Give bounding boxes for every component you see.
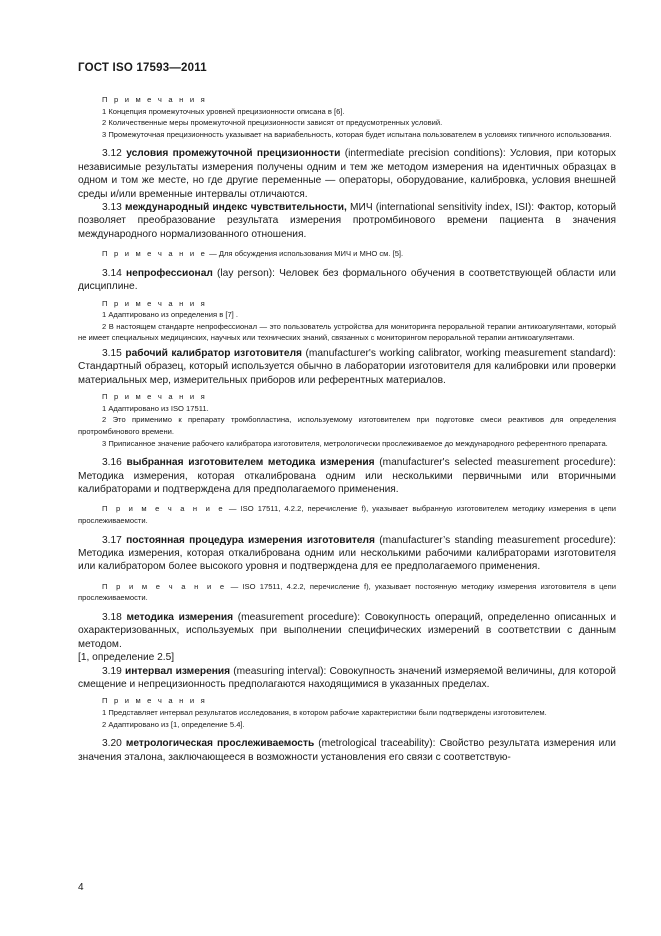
term-3-13: 3.13 международный индекс чувствительности, МИЧ (international sensitivity index, ISI): Фактор, который позволяет преобразование результата измерения протромбинового времени пациента в значения международного нормализованного отношения. [78, 202, 617, 240]
term-3-20: 3.20 метрологическая прослеживаемость (metrological traceability): Свойство результата измерения или значения эталона, заключающееся в возможности установления его связи с соответствую- [78, 738, 616, 763]
page-number: 4 [78, 882, 84, 893]
note-item: 1 Адаптировано из определения в [7] . [102, 310, 238, 320]
notes-block-b [78, 298, 616, 344]
note-item: 3 Приписанное значение рабочего калибратора изготовителя, метрологически прослеживаемое до международного референтного препарата. [102, 438, 608, 448]
note-item: 1 Концепция промежуточных уровней прецизионности описана в [6]. [102, 106, 345, 116]
note-item: 3 Промежуточная прецизионность указывает на вариабельность, которая будет испытана пользователем в условиях типичного использования. [102, 129, 612, 139]
note-item: 2 Адаптировано из [1, определение 5.4]. [102, 719, 245, 729]
note-item: 1 Адаптировано из ISO 17511. [102, 403, 209, 413]
note-item: 2 Количественные меры промежуточной прецизионности зависят от предусмотренных условий. [102, 118, 443, 128]
term-3-17: 3.17 постоянная процедура измерения изготовителя (manufacturer’s standing measurement procedure): Методика измерения, которая откалибрована одним или несколькими рабочими калибраторами изготовителя или калибратором более высокого уровня и подтверждена для ее предполагаемого применения. [78, 534, 616, 573]
term-3-18-reference: [1, определение 2.5] [78, 652, 175, 664]
document-body [78, 94, 616, 764]
note-3-17: П р и м е ч а н и е — ISO 17511, 4.2.2, перечисление f), указывает постоянную методику измерения изготовителя в цепи прослеживаемости. [78, 581, 617, 603]
notes-block-c [78, 391, 616, 449]
notes-heading: П р и м е ч а н и я [102, 95, 207, 104]
term-3-14: 3.14 непрофессионал (lay person): Человек без формального обучения в соответствующей области или дисциплине. [78, 267, 616, 293]
term-3-12: 3.12 условия промежуточной прецизионности (intermediate precision conditions): Условия, при которых независимые результаты измерения получены одним и тем же методом измерения на идентичных образцах в одном и том же месте, но где другие переменные — операторы, оборудование, калибровка, условия внешней среды и/или временные интервалы отличаются. [78, 148, 616, 200]
notes-block-a [78, 94, 616, 140]
note-item: 2 В настоящем стандарте непрофессионал — это пользователь устройства для мониторинга перорaльной терапии антикоагулянтами, который не имеет специальных медицинских, научных или технических знаний, связанных с мониторингом пероральной терапии антикоагулянтами. [78, 321, 616, 343]
term-3-18: 3.18 методика измерения (measurement procedure): Совокупность операций, определенно описанных и охарактеризованных, используемых при выполнении специфических измерений в соответствии с данным методом. [78, 612, 617, 650]
note-3-13: П р и м е ч а н и е — Для обсуждения использования МИЧ и МНО см. [5]. [102, 249, 404, 259]
term-3-15: 3.15 рабочий калибратор изготовителя (manufacturer's working calibrator, working measurement standard): Стандартный образец, который используется обычно в лаборатории изготовителя для калибровки или проверки материальных мер, измерительных приборов или референтных материалов. [78, 348, 616, 386]
note-item: 2 Это применимо к препарату тромбопластина, используемому изготовителем при подготовке смеси реактивов для определения протромбинового времени. [78, 415, 616, 436]
notes-heading: П р и м е ч а н и я [102, 696, 207, 706]
note-item: 1 Представляет интервал результатов исследования, в котором рабочие характеристики были подтверждены изготовителем. [102, 708, 547, 718]
note-3-16: П р и м е ч а н и е — ISO 17511, 4.2.2, перечисление f), указывает выбранную изготовителем методику измерения в цепи прослеживаемости. [78, 504, 616, 525]
term-3-16: 3.16 выбранная изготовителем методика измерения (manufacturer's selected measurement procedure): Методика измерения, которая откалибрована одним или несколькими первичными или вторичными калибраторами и подтверждена для предполагаемого применения. [78, 457, 616, 495]
notes-heading: П р и м е ч а н и я [102, 392, 207, 402]
notes-heading: П р и м е ч а н и я [102, 298, 207, 308]
term-3-19: 3.19 интервал измерения (measuring interval): Совокупность значений измеряемой величины, для которой смещение и непрецизионность предполагаются находящимися в указанных пределах. [78, 665, 616, 691]
notes-block-d [78, 695, 616, 730]
document-header: ГОСТ ISO 17593—2011 [78, 62, 207, 74]
document-page [78, 0, 616, 936]
